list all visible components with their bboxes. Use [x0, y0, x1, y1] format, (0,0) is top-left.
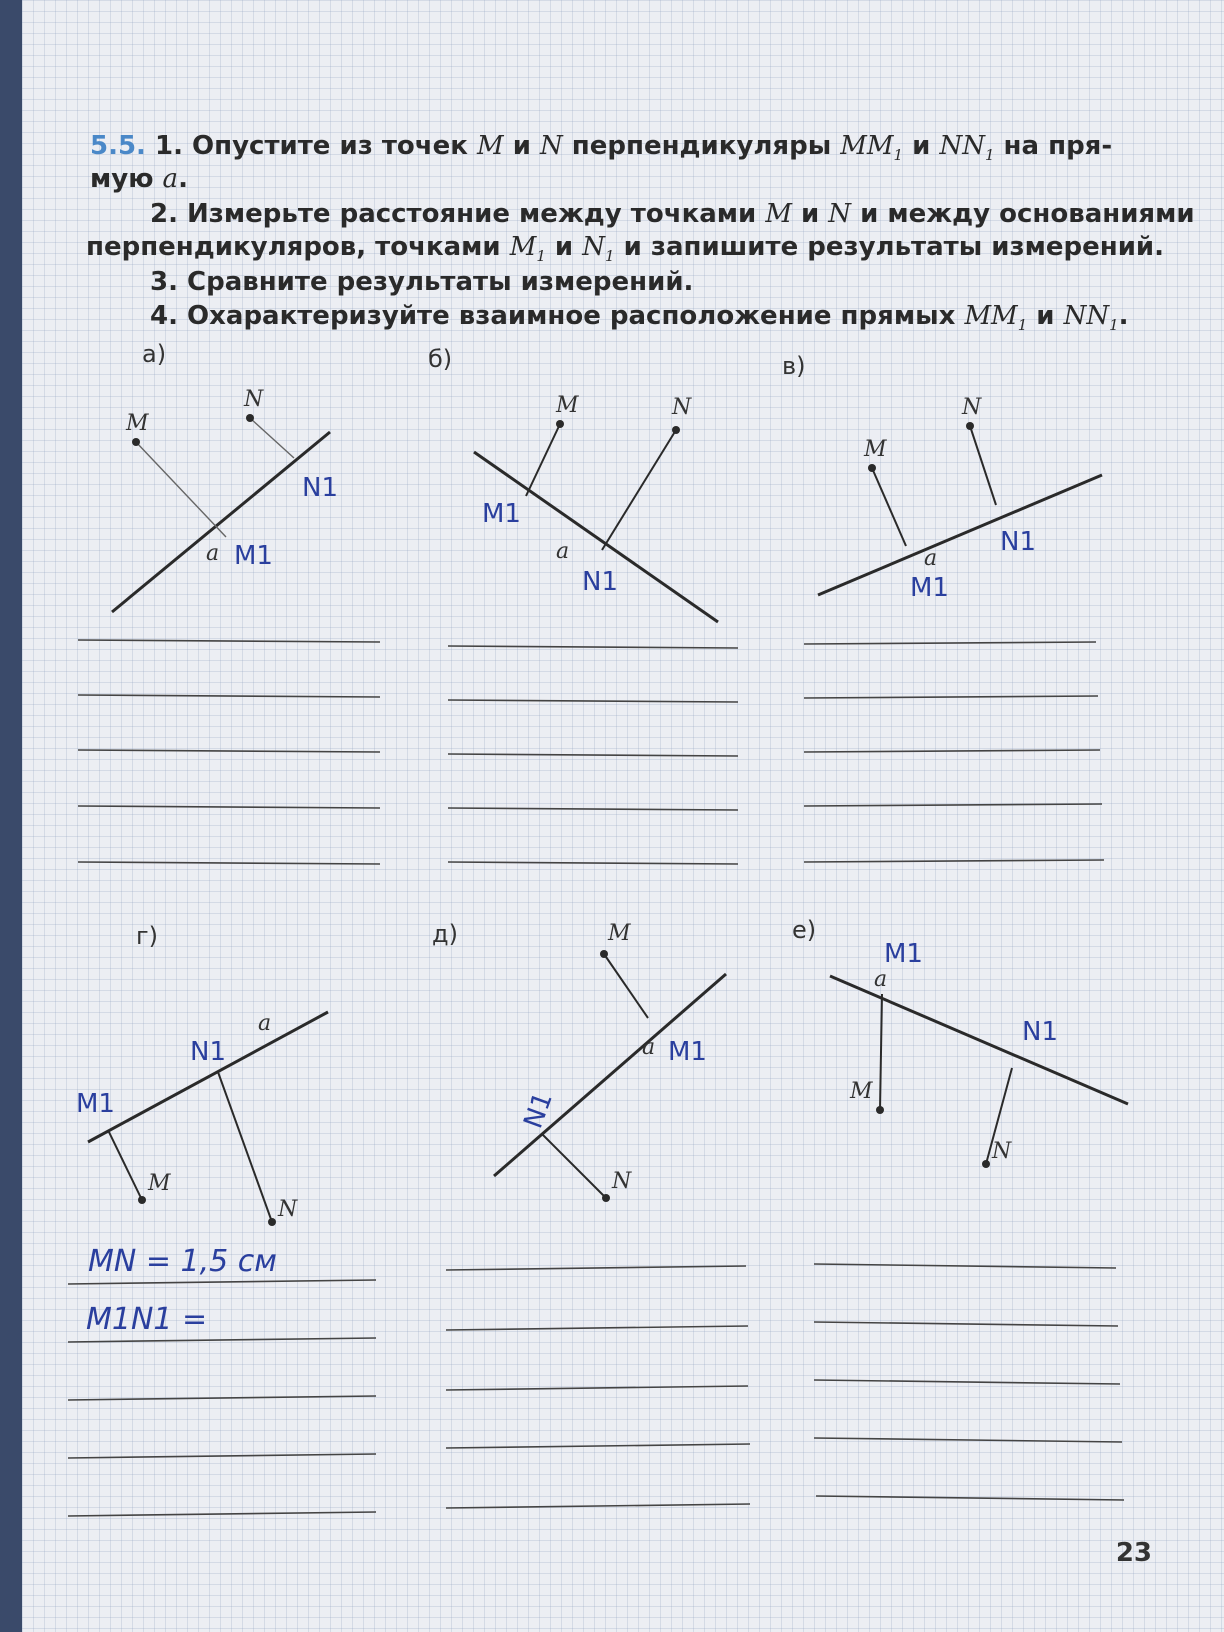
answer-line — [78, 750, 380, 752]
panel-v-hand-m1: M1 — [910, 573, 949, 603]
panel-v-seg-n — [970, 426, 996, 505]
panel-v-label-m: M — [864, 437, 887, 462]
panel-a-label-n: N — [244, 387, 264, 412]
answer-line — [78, 640, 380, 642]
answer-line — [446, 1326, 748, 1330]
answer-line — [446, 1266, 746, 1270]
task-number: 5.5. — [90, 131, 146, 161]
panel-a-seg-m — [136, 442, 226, 537]
panel-g-point-m — [138, 1196, 146, 1204]
panel-b-label-m: M — [556, 393, 579, 418]
panel-v-seg-m — [872, 468, 906, 546]
task-line-1b: мую a. — [90, 164, 188, 194]
panel-d-seg-m — [604, 954, 648, 1018]
answer-line — [68, 1280, 376, 1284]
answer-line — [68, 1396, 376, 1400]
geometry-figures — [22, 0, 1224, 1632]
panel-d-label-a: a — [642, 1035, 656, 1060]
panel-d-label-n: N — [612, 1169, 632, 1194]
panel-a-point-n — [246, 414, 254, 422]
panel-d-point-n — [602, 1194, 610, 1202]
panel-g-label-n: N — [278, 1197, 298, 1222]
panel-e-hand-m1: M1 — [884, 939, 923, 969]
panel-g-label-a: a — [258, 1011, 272, 1036]
panel-a-label-m: M — [126, 411, 149, 436]
task-line-2b: перпендикуляров, точками $M_1$ и $N_1$ и запишите результаты измерений. — [86, 232, 1165, 266]
panel-b-label-a: a — [556, 539, 570, 564]
workbook-page — [22, 0, 1224, 1632]
handwritten-answer-m1n1: M1N1 = — [86, 1302, 208, 1337]
panel-v-label-a: a — [924, 546, 938, 571]
panel-g-point-n — [268, 1218, 276, 1226]
panel-g-line — [88, 1012, 328, 1142]
panel-e-line — [830, 976, 1128, 1104]
answer-line — [804, 696, 1098, 698]
answer-line — [448, 646, 738, 648]
panel-e-label: е) — [792, 916, 817, 944]
panel-e-hand-n1: N1 — [1022, 1017, 1058, 1047]
panel-d-label: д) — [432, 920, 458, 948]
answer-line — [446, 1504, 750, 1508]
answer-line — [804, 642, 1096, 644]
panel-a-point-m — [132, 438, 140, 446]
panel-g-seg-n — [218, 1072, 272, 1222]
panel-e-label-m: M — [850, 1079, 873, 1104]
answer-line — [68, 1338, 376, 1342]
panel-g-label-m: M — [148, 1171, 171, 1196]
answer-line — [448, 808, 738, 810]
panel-a-label: а) — [142, 340, 167, 368]
panel-v-label-n: N — [962, 395, 982, 420]
panel-b-label-n: N — [672, 395, 692, 420]
panel-v-line — [818, 475, 1102, 595]
panel-e-label-n: N — [992, 1139, 1012, 1164]
panel-b-point-m — [556, 420, 564, 428]
task-line-2: 2. Измерьте расстояние между точками M и N и между основаниями — [150, 199, 1195, 229]
panel-b-seg-n — [602, 430, 676, 550]
task-line-4: 4. Охарактеризуйте взаимное расположение прямых $MM_1$ и $NN_1$. — [150, 301, 1129, 335]
panel-d-seg-n — [542, 1134, 606, 1198]
panel-v-point-n — [966, 422, 974, 430]
panel-v-label: в) — [782, 352, 806, 380]
answer-line — [446, 1386, 748, 1390]
handwritten-answer-mn: MN = 1,5 см — [88, 1244, 277, 1279]
panel-b-hand-n1: N1 — [582, 567, 618, 597]
panel-g-hand-n1: N1 — [190, 1037, 226, 1067]
answer-line — [78, 862, 380, 864]
task-line-1: 5.5. 1. Опустите из точек M и N перпендикуляры $MM_1$ и $NN_1$ на пря- — [90, 131, 1113, 165]
answer-line — [804, 750, 1100, 752]
panel-a-seg-n — [250, 418, 294, 458]
panel-a-hand-n1: N1 — [302, 473, 338, 503]
answer-line — [448, 862, 738, 864]
panel-d-point-m — [600, 950, 608, 958]
panel-b-label: б) — [428, 345, 453, 373]
answer-line — [814, 1380, 1120, 1384]
page-number: 23 — [1115, 1538, 1152, 1568]
panel-d-line — [494, 974, 726, 1176]
panel-d-hand-n1: N1 — [518, 1088, 559, 1133]
panel-d-hand-m1: M1 — [668, 1037, 707, 1067]
panel-a-label-a: a — [206, 541, 220, 566]
answer-line — [78, 806, 380, 808]
panel-e-point-m — [876, 1106, 884, 1114]
panel-v-hand-n1: N1 — [1000, 527, 1036, 557]
panel-a-line — [112, 432, 330, 612]
panel-g-seg-m — [108, 1130, 142, 1200]
answer-line — [68, 1454, 376, 1458]
panel-e-label-a: a — [874, 967, 888, 992]
answer-line — [448, 700, 738, 702]
panel-a-hand-m1: M1 — [234, 541, 273, 571]
answer-line — [814, 1438, 1122, 1442]
answer-line — [814, 1322, 1118, 1326]
answer-line — [448, 754, 738, 756]
answer-line — [804, 804, 1102, 806]
panel-b-seg-m — [526, 424, 560, 496]
panel-g-label: г) — [136, 922, 158, 950]
answer-line — [446, 1444, 750, 1448]
answer-line — [814, 1264, 1116, 1268]
panel-g-hand-m1: M1 — [76, 1089, 115, 1119]
answer-line — [804, 860, 1104, 862]
panel-e-point-n — [982, 1160, 990, 1168]
panel-d-label-m: M — [608, 921, 631, 946]
panel-b-point-n — [672, 426, 680, 434]
answer-line — [68, 1512, 376, 1516]
answer-line — [816, 1496, 1124, 1500]
answer-line — [78, 695, 380, 697]
panel-v-point-m — [868, 464, 876, 472]
panel-b-hand-m1: M1 — [482, 499, 521, 529]
task-line-3: 3. Сравните результаты измерений. — [150, 267, 694, 297]
panel-e-seg-m — [880, 994, 882, 1110]
